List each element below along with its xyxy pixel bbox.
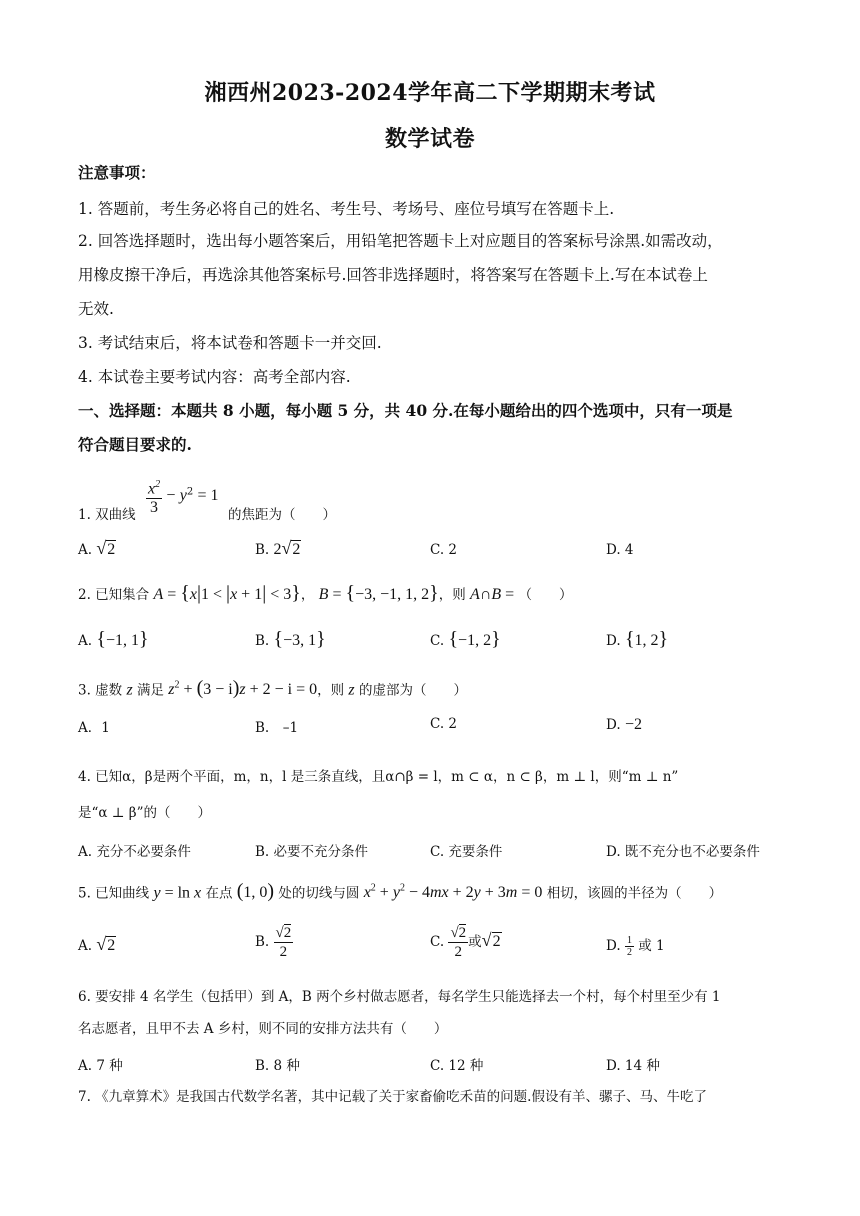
question-7-line-1: 7. 《九章算术》是我国古代数学名著，其中记载了关于家畜偷吃禾苗的问题.假设有羊、骡子、马、牛吃了 xyxy=(78,1089,707,1105)
question-4-line-1: 4. 已知α，β是两个平面，m，n，l 是三条直线，且α∩β = l，m ⊂ α，n ⊂ β，m ⊥ l，则“m ⊥ n” xyxy=(78,769,679,785)
question-5-suffix: 相切，该圆的半径为（ ） xyxy=(546,885,723,902)
question-6-option-a: A. 7 种 xyxy=(78,1058,123,1074)
question-6-option-d: D. 14 种 xyxy=(606,1058,660,1074)
question-4-option-c: C. 充要条件 xyxy=(430,844,503,860)
question-2-option-b: B. {−3, 1} xyxy=(255,628,326,650)
question-2-prefix: 2. 已知集合 xyxy=(78,587,150,603)
question-2-option-d: D. {1, 2} xyxy=(606,628,669,650)
question-1-option-d: D. 4 xyxy=(606,542,634,558)
question-5-option-a: A. √2 xyxy=(78,934,116,954)
question-3-mid-2: ，则 xyxy=(317,682,345,699)
question-3-option-a: A．1 xyxy=(78,720,110,736)
question-3-suffix: 的虚部为（ ） xyxy=(358,682,467,699)
notice-item-2-line-1: 2. 回答选择题时，选出每小题答案后，用铅笔把答题卡上对应题目的答案标号涂黑.如需改动， xyxy=(78,232,723,250)
question-5-prefix: 5. 已知曲线 xyxy=(78,885,150,902)
question-3-option-d: D. −2 xyxy=(606,716,642,733)
question-5-option-d: D. $\frac{1}{2}$ 或 1 xyxy=(606,935,665,958)
section-1-heading-line-2: 符合题目要求的. xyxy=(78,435,192,454)
question-2-suffix: （ ） xyxy=(518,587,573,603)
question-4-option-a: A. 充分不必要条件 xyxy=(78,844,191,860)
question-4-option-b: B. 必要不充分条件 xyxy=(255,844,369,860)
question-5-mid-1: 在点 xyxy=(205,885,233,902)
exam-subtitle: 数学试卷 xyxy=(384,126,475,152)
question-4-option-d: D. 既不充分也不必要条件 xyxy=(606,844,760,860)
section-1-heading-line-1: 一、选择题：本题共 8 小题，每小题 5 分，共 40 分.在每小题给出的四个选项中，只有一项是 xyxy=(78,401,733,420)
notice-item-2-line-2: 用橡皮擦干净后，再选涂其他答案标号.回答非选择题时，将答案写在答题卡上.写在本试卷上 xyxy=(78,266,708,284)
question-6-option-b: B. 8 种 xyxy=(255,1058,300,1074)
question-1-formula: $\frac{x^2}{3}$ − $y^2 = 1$ xyxy=(146,476,219,517)
question-2: 2. 已知集合 A = {x|1 < |x + 1| < 3}， B = {−3, −1, 1, 2}，则 A∩B = （ ） xyxy=(78,582,573,604)
question-5-option-b: B. $\frac{√2}{2}$ xyxy=(255,925,292,960)
question-5: 5. 已知曲线 y = ln x 在点 (1, 0) 处的切线与圆 $x^2 + y^2 - 4mx + 2y + 3m = 0$ 相切，该圆的半径为（ ） xyxy=(78,880,723,903)
question-5-mid-2: 处的切线与圆 xyxy=(278,885,360,902)
question-6-line-1: 6. 要安排 4 名学生（包括甲）到 A，B 两个乡村做志愿者，每名学生只能选择去一个村，每个村里至少有 1 xyxy=(78,989,721,1005)
question-1-suffix: 的焦距为（ ） xyxy=(228,507,336,523)
question-1-prefix: 1. 双曲线 xyxy=(78,507,136,523)
question-2-then: ，则 xyxy=(438,587,466,603)
exam-title: 湘西州2023-2024学年高二下学期期末考试 xyxy=(204,80,656,106)
question-4-line-2: 是“α ⊥ β”的（ ） xyxy=(78,805,212,821)
notice-item-2-line-3: 无效. xyxy=(78,300,114,318)
question-3-mid-1: 满足 xyxy=(137,682,164,699)
question-2-option-c: C. {−1, 2} xyxy=(430,628,501,650)
notice-heading: 注意事项： xyxy=(78,163,156,182)
notice-item-1: 1. 答题前，考生务必将自己的姓名、考生号、考场号、座位号填写在答题卡上. xyxy=(78,200,615,218)
question-1-option-a: A. √2 xyxy=(78,538,116,558)
question-1 xyxy=(78,476,784,526)
notice-item-4: 4. 本试卷主要考试内容：高考全部内容. xyxy=(78,368,351,386)
question-6-option-c: C. 12 种 xyxy=(430,1058,484,1074)
question-1-option-c: C. 2 xyxy=(430,542,458,558)
notice-item-3: 3. 考试结束后，将本试卷和答题卡一并交回. xyxy=(78,334,382,352)
question-3-option-b: B. –1 xyxy=(255,720,299,736)
question-1-option-b: B. 2√2 xyxy=(255,538,301,558)
question-2-option-a: A. {−1, 1} xyxy=(78,628,149,650)
question-3-prefix: 3. 虚数 xyxy=(78,682,123,699)
question-3: 3. 虚数 z 满足 $z^2 + (3 - i)z + 2 - i = 0$，则 z 的虚部为（ ） xyxy=(78,677,467,700)
question-6-line-2: 名志愿者，且甲不去 A 乡村，则不同的安排方法共有（ ） xyxy=(78,1021,448,1037)
question-5-option-c: C. $\frac{√2}{2}$ 或√2 xyxy=(430,925,501,960)
question-3-option-c: C. 2 xyxy=(430,716,458,732)
